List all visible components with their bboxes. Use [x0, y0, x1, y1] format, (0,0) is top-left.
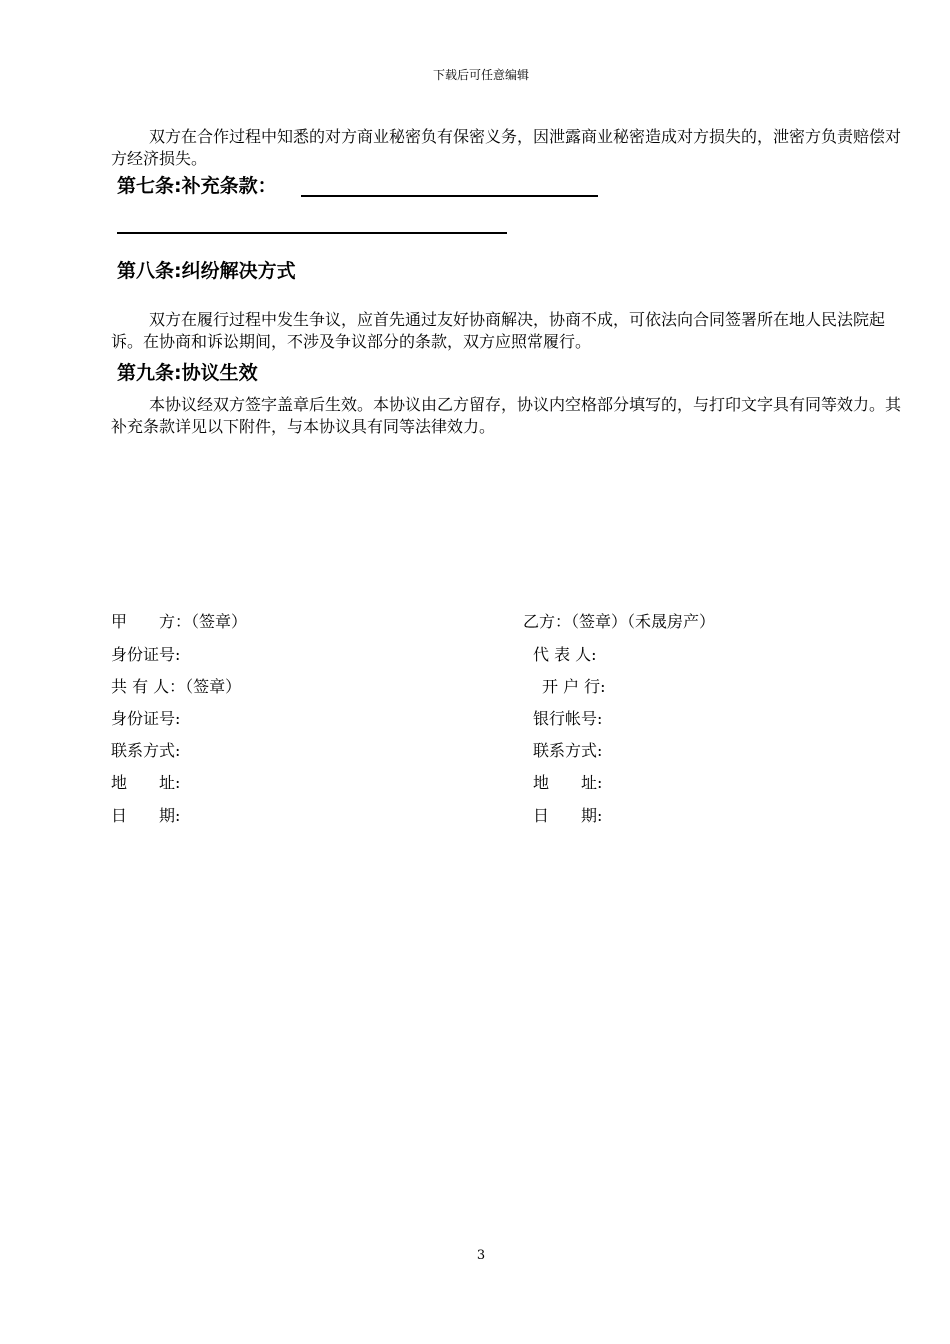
- party-a-date-label: 日 期:: [111, 806, 181, 825]
- article8-heading: 第八条:纠纷解决方式: [117, 260, 296, 282]
- party-b-date-label: 日 期:: [533, 806, 603, 825]
- party-b-contact-label: 联系方式:: [533, 741, 603, 760]
- supplement-fill-line-2: [117, 232, 507, 234]
- party-b-label: 乙方：（签章）（禾晟房产）: [523, 612, 716, 631]
- article9-heading: 第九条:协议生效: [117, 362, 258, 384]
- page-header: 下载后可任意编辑: [432, 68, 529, 82]
- party-a-address-label: 地 址:: [111, 773, 181, 792]
- party-a-id-number-label: 身份证号:: [111, 645, 181, 664]
- article9-paragraph: 本协议经双方签字盖章后生效。本协议由乙方留存，协议内空格部分填写的，与打印文字具有同等效力。其补充条款详见以下附件，与本协议具有同等法律效力。: [111, 395, 902, 436]
- supplement-fill-line-1: [301, 195, 598, 197]
- page-number: 3: [476, 1248, 486, 1263]
- party-a-contact-label: 联系方式:: [111, 741, 181, 760]
- co-owner-id-number-label: 身份证号:: [111, 709, 181, 728]
- party-b-address-label: 地 址:: [533, 773, 603, 792]
- representative-label: 代 表 人:: [533, 645, 597, 664]
- party-a-label: 甲 方：（签章）: [111, 612, 248, 631]
- bank-account-label: 银行帐号:: [533, 709, 603, 728]
- bank-label: 开 户 行:: [542, 677, 606, 696]
- co-owner-label: 共 有 人：（签章）: [111, 677, 242, 696]
- article7-heading: 第七条:补充条款：: [117, 175, 277, 197]
- article8-paragraph: 双方在履行过程中发生争议，应首先通过友好协商解决，协商不成，可依法向合同签署所在地人民法院起诉。在协商和诉讼期间，不涉及争议部分的条款，双方应照常履行。: [111, 310, 886, 351]
- confidentiality-paragraph: 双方在合作过程中知悉的对方商业秘密负有保密义务，因泄露商业秘密造成对方损失的，泄密方负责赔偿对方经济损失。: [111, 127, 902, 168]
